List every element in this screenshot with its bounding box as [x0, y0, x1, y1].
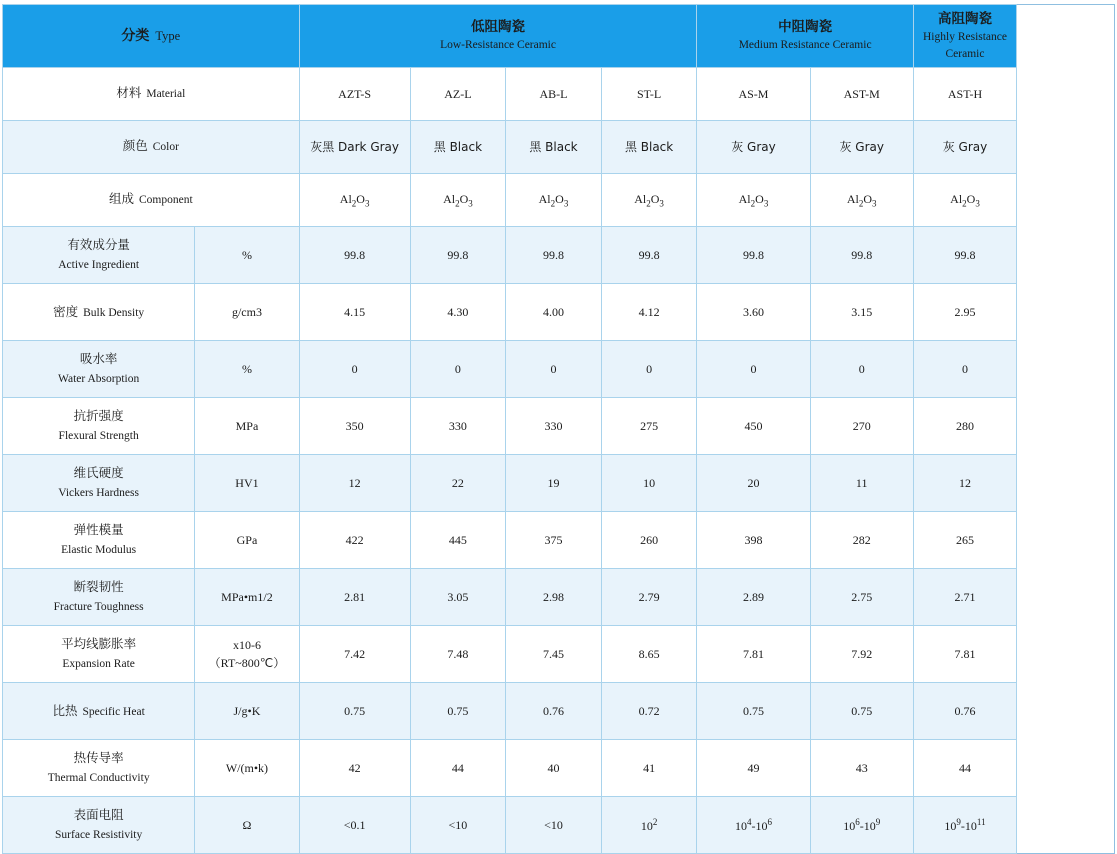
- table-cell: $10^9-10^{11}$: [913, 797, 1016, 854]
- table-cell: 灰黑 Dark Gray: [299, 121, 410, 174]
- table-row: [3, 797, 1115, 854]
- table-cell: 44: [913, 740, 1016, 797]
- row-label: [3, 512, 195, 569]
- table-cell: 10: [601, 455, 697, 512]
- row-label-en: Water Absorption: [58, 372, 140, 385]
- row-unit: W/(m•k): [195, 740, 299, 797]
- table-cell: 4.12: [601, 284, 697, 341]
- table-row: [3, 174, 1115, 227]
- table-cell: 0.75: [697, 683, 810, 740]
- table-cell: 7.81: [697, 626, 810, 683]
- table-cell: $10^2$: [601, 797, 697, 854]
- row-label-cn: 密度: [53, 303, 79, 319]
- table-cell: 0: [601, 341, 697, 398]
- row-unit: %: [195, 227, 299, 284]
- table-cell: <0.1: [299, 797, 410, 854]
- table-cell: 40: [506, 740, 602, 797]
- table-cell: 375: [506, 512, 602, 569]
- table-cell: 12: [913, 455, 1016, 512]
- table-cell: <10: [410, 797, 506, 854]
- table-cell: $10^6-10^9$: [810, 797, 913, 854]
- row-label-cn: 表面电阻: [73, 807, 124, 823]
- row-label-en: Component: [138, 194, 193, 207]
- row-label-cn: 材料: [116, 85, 142, 101]
- table-cell: 2.98: [506, 569, 602, 626]
- header-group-high-resistance-en: Highly Resistance Ceramic: [923, 31, 1007, 60]
- table-cell: 450: [697, 398, 810, 455]
- row-label-cn: 吸水率: [79, 351, 118, 367]
- row-label: [3, 341, 195, 398]
- table-cell: 43: [810, 740, 913, 797]
- table-cell: 99.8: [913, 227, 1016, 284]
- table-row: [3, 512, 1115, 569]
- table-cell: 99.8: [810, 227, 913, 284]
- table-cell: AZ-L: [410, 68, 506, 121]
- header-type-cell: [3, 5, 300, 68]
- table-cell: 0: [810, 341, 913, 398]
- table-cell: $Al_2O_3$: [913, 174, 1016, 227]
- table-cell: 黑 Black: [506, 121, 602, 174]
- header-type-label-en: Type: [155, 28, 181, 43]
- row-label: [3, 455, 195, 512]
- table-cell: 0.75: [810, 683, 913, 740]
- header-group-medium-resistance: [697, 5, 913, 68]
- table-cell: 2.95: [913, 284, 1016, 341]
- row-label: [3, 227, 195, 284]
- row-label: [3, 121, 300, 174]
- table-cell: 灰 Gray: [810, 121, 913, 174]
- table-cell: 4.00: [506, 284, 602, 341]
- table-cell: 0: [697, 341, 810, 398]
- table-cell: 7.45: [506, 626, 602, 683]
- row-label: [3, 398, 195, 455]
- table-row: [3, 68, 1115, 121]
- row-label-cn: 抗折强度: [73, 408, 124, 424]
- table-cell: 99.8: [506, 227, 602, 284]
- table-cell: 2.71: [913, 569, 1016, 626]
- row-unit: GPa: [195, 512, 299, 569]
- table-cell: 260: [601, 512, 697, 569]
- row-label-en: Color: [152, 141, 179, 154]
- table-cell: 2.81: [299, 569, 410, 626]
- row-label-en: Elastic Modulus: [61, 543, 137, 556]
- table-cell: AS-M: [697, 68, 810, 121]
- header-group-high-resistance-cn: 高阻陶瓷: [938, 10, 992, 27]
- table-cell: 99.8: [697, 227, 810, 284]
- row-label-en: Specific Heat: [82, 705, 145, 718]
- table-cell: 7.92: [810, 626, 913, 683]
- table-cell: 350: [299, 398, 410, 455]
- row-label-cn: 断裂韧性: [73, 579, 124, 595]
- table-cell: 270: [810, 398, 913, 455]
- table-cell: 4.30: [410, 284, 506, 341]
- table-cell: 445: [410, 512, 506, 569]
- table-cell: 275: [601, 398, 697, 455]
- table-cell: 0: [299, 341, 410, 398]
- row-label-cn: 热传导率: [73, 750, 124, 766]
- table-cell: 0.75: [299, 683, 410, 740]
- table-cell: 12: [299, 455, 410, 512]
- row-label-cn: 颜色: [122, 138, 148, 154]
- header-group-low-resistance: [299, 5, 697, 68]
- header-group-low-resistance-en: Low-Resistance Ceramic: [440, 39, 556, 52]
- table-cell: AB-L: [506, 68, 602, 121]
- table-row: [3, 121, 1115, 174]
- row-unit: MPa•m1/2: [195, 569, 299, 626]
- table-cell: $Al_2O_3$: [601, 174, 697, 227]
- row-unit: g/cm3: [195, 284, 299, 341]
- table-row: [3, 341, 1115, 398]
- table-row: [3, 284, 1115, 341]
- row-label-en: Fracture Toughness: [53, 600, 144, 613]
- table-cell: 99.8: [601, 227, 697, 284]
- table-cell: 0.76: [506, 683, 602, 740]
- table-cell: 398: [697, 512, 810, 569]
- table-cell: 3.05: [410, 569, 506, 626]
- table-cell: 0.72: [601, 683, 697, 740]
- table-cell: $Al_2O_3$: [697, 174, 810, 227]
- table-cell: 7.48: [410, 626, 506, 683]
- table-cell: AZT-S: [299, 68, 410, 121]
- table-cell: 7.42: [299, 626, 410, 683]
- table-cell: 265: [913, 512, 1016, 569]
- table-cell: 41: [601, 740, 697, 797]
- row-label: [3, 569, 195, 626]
- table-cell: $10^4-10^6$: [697, 797, 810, 854]
- table-cell: 8.65: [601, 626, 697, 683]
- row-label-en: Bulk Density: [83, 306, 145, 319]
- table-cell: 99.8: [299, 227, 410, 284]
- table-cell: 49: [697, 740, 810, 797]
- row-unit: %: [195, 341, 299, 398]
- table-cell: ST-L: [601, 68, 697, 121]
- table-cell: 4.15: [299, 284, 410, 341]
- table-cell: 19: [506, 455, 602, 512]
- row-label: [3, 740, 195, 797]
- table-header-row: [3, 5, 1115, 68]
- table-cell: 0.76: [913, 683, 1016, 740]
- header-group-medium-resistance-en: Medium Resistance Ceramic: [738, 39, 872, 52]
- table-row: [3, 740, 1115, 797]
- table-cell: AST-H: [913, 68, 1016, 121]
- table-row: [3, 398, 1115, 455]
- row-label: [3, 284, 195, 341]
- row-label-en: Surface Resistivity: [55, 828, 143, 841]
- row-label-en: Material: [146, 88, 186, 101]
- table-cell: 22: [410, 455, 506, 512]
- row-unit: MPa: [195, 398, 299, 455]
- table-cell: 灰 Gray: [697, 121, 810, 174]
- table-row: [3, 569, 1115, 626]
- table-cell: 黑 Black: [410, 121, 506, 174]
- table-row: [3, 455, 1115, 512]
- table-cell: $Al_2O_3$: [506, 174, 602, 227]
- table-cell: 2.79: [601, 569, 697, 626]
- table-cell: 330: [506, 398, 602, 455]
- row-label-cn: 有效成分量: [67, 237, 130, 253]
- table-cell: 0: [506, 341, 602, 398]
- table-row: [3, 683, 1115, 740]
- table-row: [3, 227, 1115, 284]
- table-cell: 3.15: [810, 284, 913, 341]
- row-label: [3, 68, 300, 121]
- table-cell: 2.89: [697, 569, 810, 626]
- row-label-cn: 维氏硬度: [73, 465, 124, 481]
- table-body: [3, 68, 1115, 854]
- table-cell: <10: [506, 797, 602, 854]
- row-label: [3, 797, 195, 854]
- table-cell: 7.81: [913, 626, 1016, 683]
- header-type-label-cn: 分类: [121, 27, 150, 44]
- table-cell: $Al_2O_3$: [410, 174, 506, 227]
- row-unit: Ω: [195, 797, 299, 854]
- table-cell: AST-M: [810, 68, 913, 121]
- header-group-medium-resistance-cn: 中阻陶瓷: [778, 18, 833, 35]
- table-cell: 3.60: [697, 284, 810, 341]
- specification-table: [2, 4, 1115, 854]
- row-label: [3, 174, 300, 227]
- table-cell: 灰 Gray: [913, 121, 1016, 174]
- table-cell: 20: [697, 455, 810, 512]
- table-cell: $Al_2O_3$: [810, 174, 913, 227]
- table-cell: 11: [810, 455, 913, 512]
- table-cell: 2.75: [810, 569, 913, 626]
- row-label-cn: 平均线膨胀率: [61, 636, 137, 652]
- table-cell: 282: [810, 512, 913, 569]
- header-group-high-resistance: [913, 5, 1016, 68]
- table-cell: $Al_2O_3$: [299, 174, 410, 227]
- table-cell: 422: [299, 512, 410, 569]
- row-label-en: Flexural Strength: [58, 429, 139, 442]
- header-group-low-resistance-cn: 低阻陶瓷: [471, 18, 526, 35]
- row-unit: x10-6 （RT~800℃）: [195, 626, 299, 683]
- row-label-cn: 组成: [108, 191, 134, 207]
- row-label-en: Thermal Conductivity: [47, 771, 150, 784]
- table-cell: 0.75: [410, 683, 506, 740]
- row-label: [3, 683, 195, 740]
- row-unit: HV1: [195, 455, 299, 512]
- table-cell: 99.8: [410, 227, 506, 284]
- table-cell: 330: [410, 398, 506, 455]
- row-label-en: Vickers Hardness: [58, 486, 139, 499]
- row-label-cn: 比热: [52, 702, 78, 718]
- table-cell: 42: [299, 740, 410, 797]
- table-cell: 280: [913, 398, 1016, 455]
- table-cell: 0: [913, 341, 1016, 398]
- row-label-en: Expansion Rate: [62, 657, 135, 670]
- table-cell: 黑 Black: [601, 121, 697, 174]
- row-label-en: Active Ingredient: [58, 258, 140, 271]
- row-label-cn: 弹性模量: [73, 522, 124, 538]
- table-cell: 44: [410, 740, 506, 797]
- table-cell: 0: [410, 341, 506, 398]
- row-unit: J/g•K: [195, 683, 299, 740]
